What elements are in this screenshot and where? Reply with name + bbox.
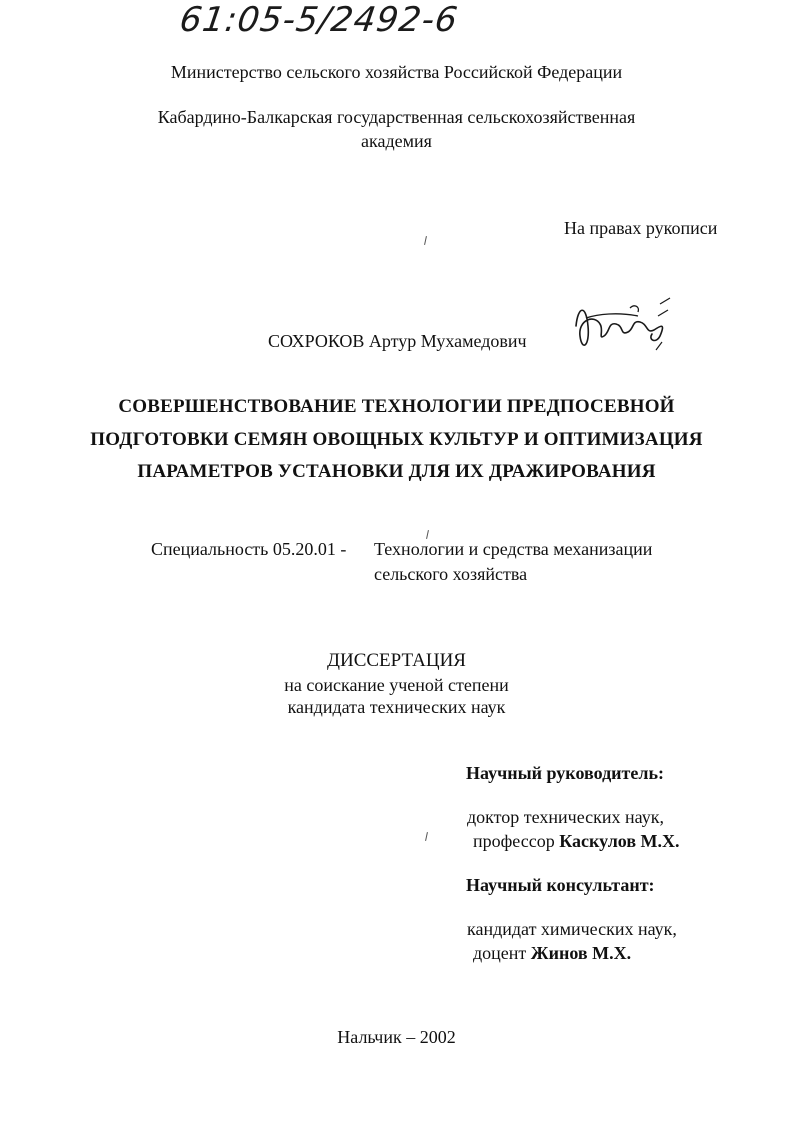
specialty-name-line2: сельского хозяйства bbox=[374, 564, 528, 584]
author-name: СОХРОКОВ Артур Мухамедович bbox=[268, 331, 527, 351]
specialty-label: Специальность 05.20.01 - bbox=[151, 539, 347, 559]
supervisor-line bbox=[473, 831, 680, 852]
consultant-line bbox=[473, 943, 631, 964]
signature-icon bbox=[568, 296, 673, 358]
consultant-degree: кандидат химических наук, bbox=[467, 919, 677, 939]
document-type: ДИССЕРТАЦИЯ bbox=[327, 650, 466, 671]
consultant-rank: доцент bbox=[473, 943, 527, 963]
supervisor-name: Каскулов М.Х. bbox=[559, 831, 680, 851]
specialty-name-line1: Технологии и средства механизации bbox=[374, 539, 653, 559]
thesis-title-line3: ПАРАМЕТРОВ УСТАНОВКИ ДЛЯ ИХ ДРАЖИРОВАНИЯ bbox=[137, 461, 656, 482]
scan-mark bbox=[426, 530, 429, 539]
supervisor-heading: Научный руководитель: bbox=[466, 763, 664, 783]
rights-note: На правах рукописи bbox=[564, 218, 718, 238]
thesis-title-line1: СОВЕРШЕНСТВОВАНИЕ ТЕХНОЛОГИИ ПРЕДПОСЕВНОЙ bbox=[118, 396, 675, 417]
thesis-title-line2: ПОДГОТОВКИ СЕМЯН ОВОЩНЫХ КУЛЬТУР И ОПТИМИЗАЦИЯ bbox=[90, 429, 703, 450]
archive-stamp-handwritten: 61:05-5/2492-6 bbox=[177, 0, 461, 40]
academy-name-line2: академия bbox=[361, 131, 432, 151]
consultant-heading: Научный консультант: bbox=[466, 875, 655, 895]
place-and-year: Нальчик – 2002 bbox=[337, 1027, 456, 1047]
ministry-name: Министерство сельского хозяйства Российской Федерации bbox=[170, 62, 623, 82]
scan-mark bbox=[425, 832, 428, 841]
scan-mark bbox=[424, 236, 427, 245]
consultant-name: Жинов М.Х. bbox=[530, 943, 632, 963]
supervisor-rank: профессор bbox=[473, 831, 555, 851]
academy-name-line1: Кабардино-Балкарская государственная сельскохозяйственная bbox=[157, 107, 636, 127]
degree-line2: кандидата технических наук bbox=[287, 697, 506, 717]
degree-line1: на соискание ученой степени bbox=[284, 675, 509, 695]
supervisor-degree: доктор технических наук, bbox=[467, 807, 664, 827]
